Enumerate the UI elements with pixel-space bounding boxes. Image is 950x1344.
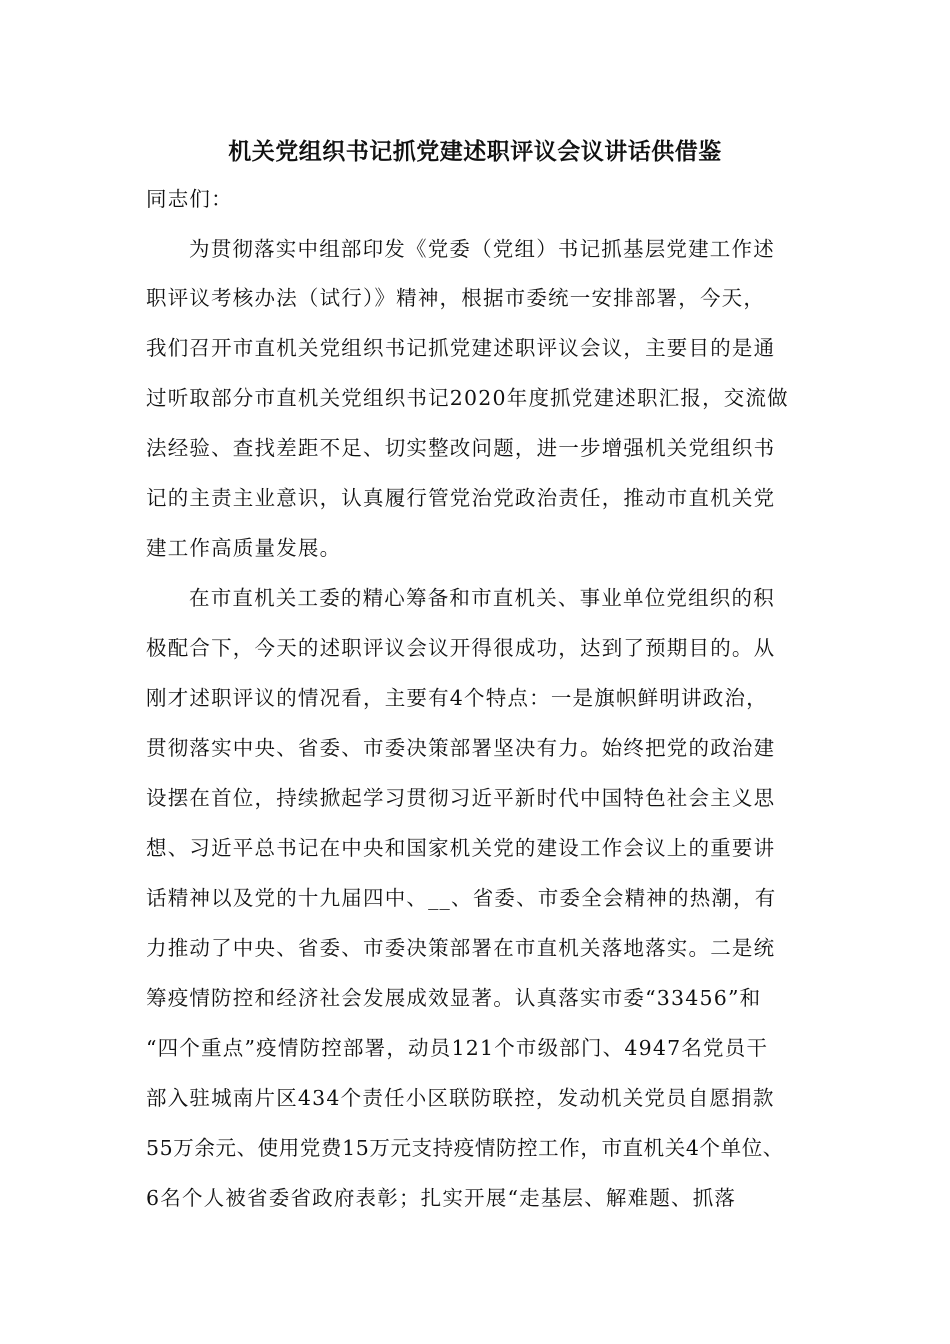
paragraph-1-line-5: 法经验、查找差距不足、切实整改问题，进一步增强机关党组织书 (146, 436, 776, 460)
paragraph-1-line-6: 记的主责主业意识，认真履行管党治党政治责任，推动市直机关党 (146, 486, 776, 510)
paragraph-2-line-1: 在市直机关工委的精心筹备和市直机关、事业单位党组织的积 (189, 586, 775, 610)
paragraph-2-line-11: 部入驻城南片区434个责任小区联防联控，发动机关党员自愿捐款 (146, 1086, 775, 1110)
paragraph-2-line-4: 贯彻落实中央、省委、市委决策部署坚决有力。始终把党的政治建 (146, 736, 776, 760)
paragraph-2-line-13: 6名个人被省委省政府表彰；扎实开展“走基层、解难题、抓落 (146, 1186, 737, 1210)
paragraph-1-line-3: 我们召开市直机关党组织书记抓党建述职评议会议，主要目的是通 (146, 336, 776, 360)
paragraph-1-line-1: 为贯彻落实中组部印发《党委（党组）书记抓基层党建工作述 (189, 237, 775, 261)
document-title: 机关党组织书记抓党建述职评议会议讲话供借鉴 (228, 138, 722, 165)
paragraph-2-line-12: 55万余元、使用党费15万元支持疫情防控工作，市直机关4个单位、 (146, 1136, 784, 1160)
paragraph-1-line-7: 建工作高质量发展。 (146, 536, 342, 560)
paragraph-2-line-10: “四个重点”疫情防控部署，动员121个市级部门、4947名党员干 (146, 1036, 769, 1060)
paragraph-2-line-5: 设摆在首位，持续掀起学习贯彻习近平新时代中国特色社会主义思 (146, 786, 776, 810)
paragraph-2-line-2: 极配合下，今天的述职评议会议开得很成功，达到了预期目的。从 (146, 636, 776, 660)
salutation: 同志们： (146, 187, 233, 211)
paragraph-1-line-4: 过听取部分市直机关党组织书记2020年度抓党建述职汇报，交流做 (146, 386, 789, 410)
paragraph-2-line-8: 力推动了中央、省委、市委决策部署在市直机关落地落实。二是统 (146, 936, 776, 960)
paragraph-2-line-6: 想、习近平总书记在中央和国家机关党的建设工作会议上的重要讲 (146, 836, 776, 860)
paragraph-2-line-7: 话精神以及党的十九届四中、__、省委、市委全会精神的热潮，有 (146, 886, 777, 910)
paragraph-2-line-9: 筹疫情防控和经济社会发展成效显著。认真落实市委“33456”和 (146, 986, 762, 1010)
paragraph-1-line-2: 职评议考核办法（试行）》精神，根据市委统一安排部署，今天， (146, 286, 766, 310)
paragraph-2-line-3: 刚才述职评议的情况看，主要有4个特点：一是旗帜鲜明讲政治， (146, 686, 768, 710)
